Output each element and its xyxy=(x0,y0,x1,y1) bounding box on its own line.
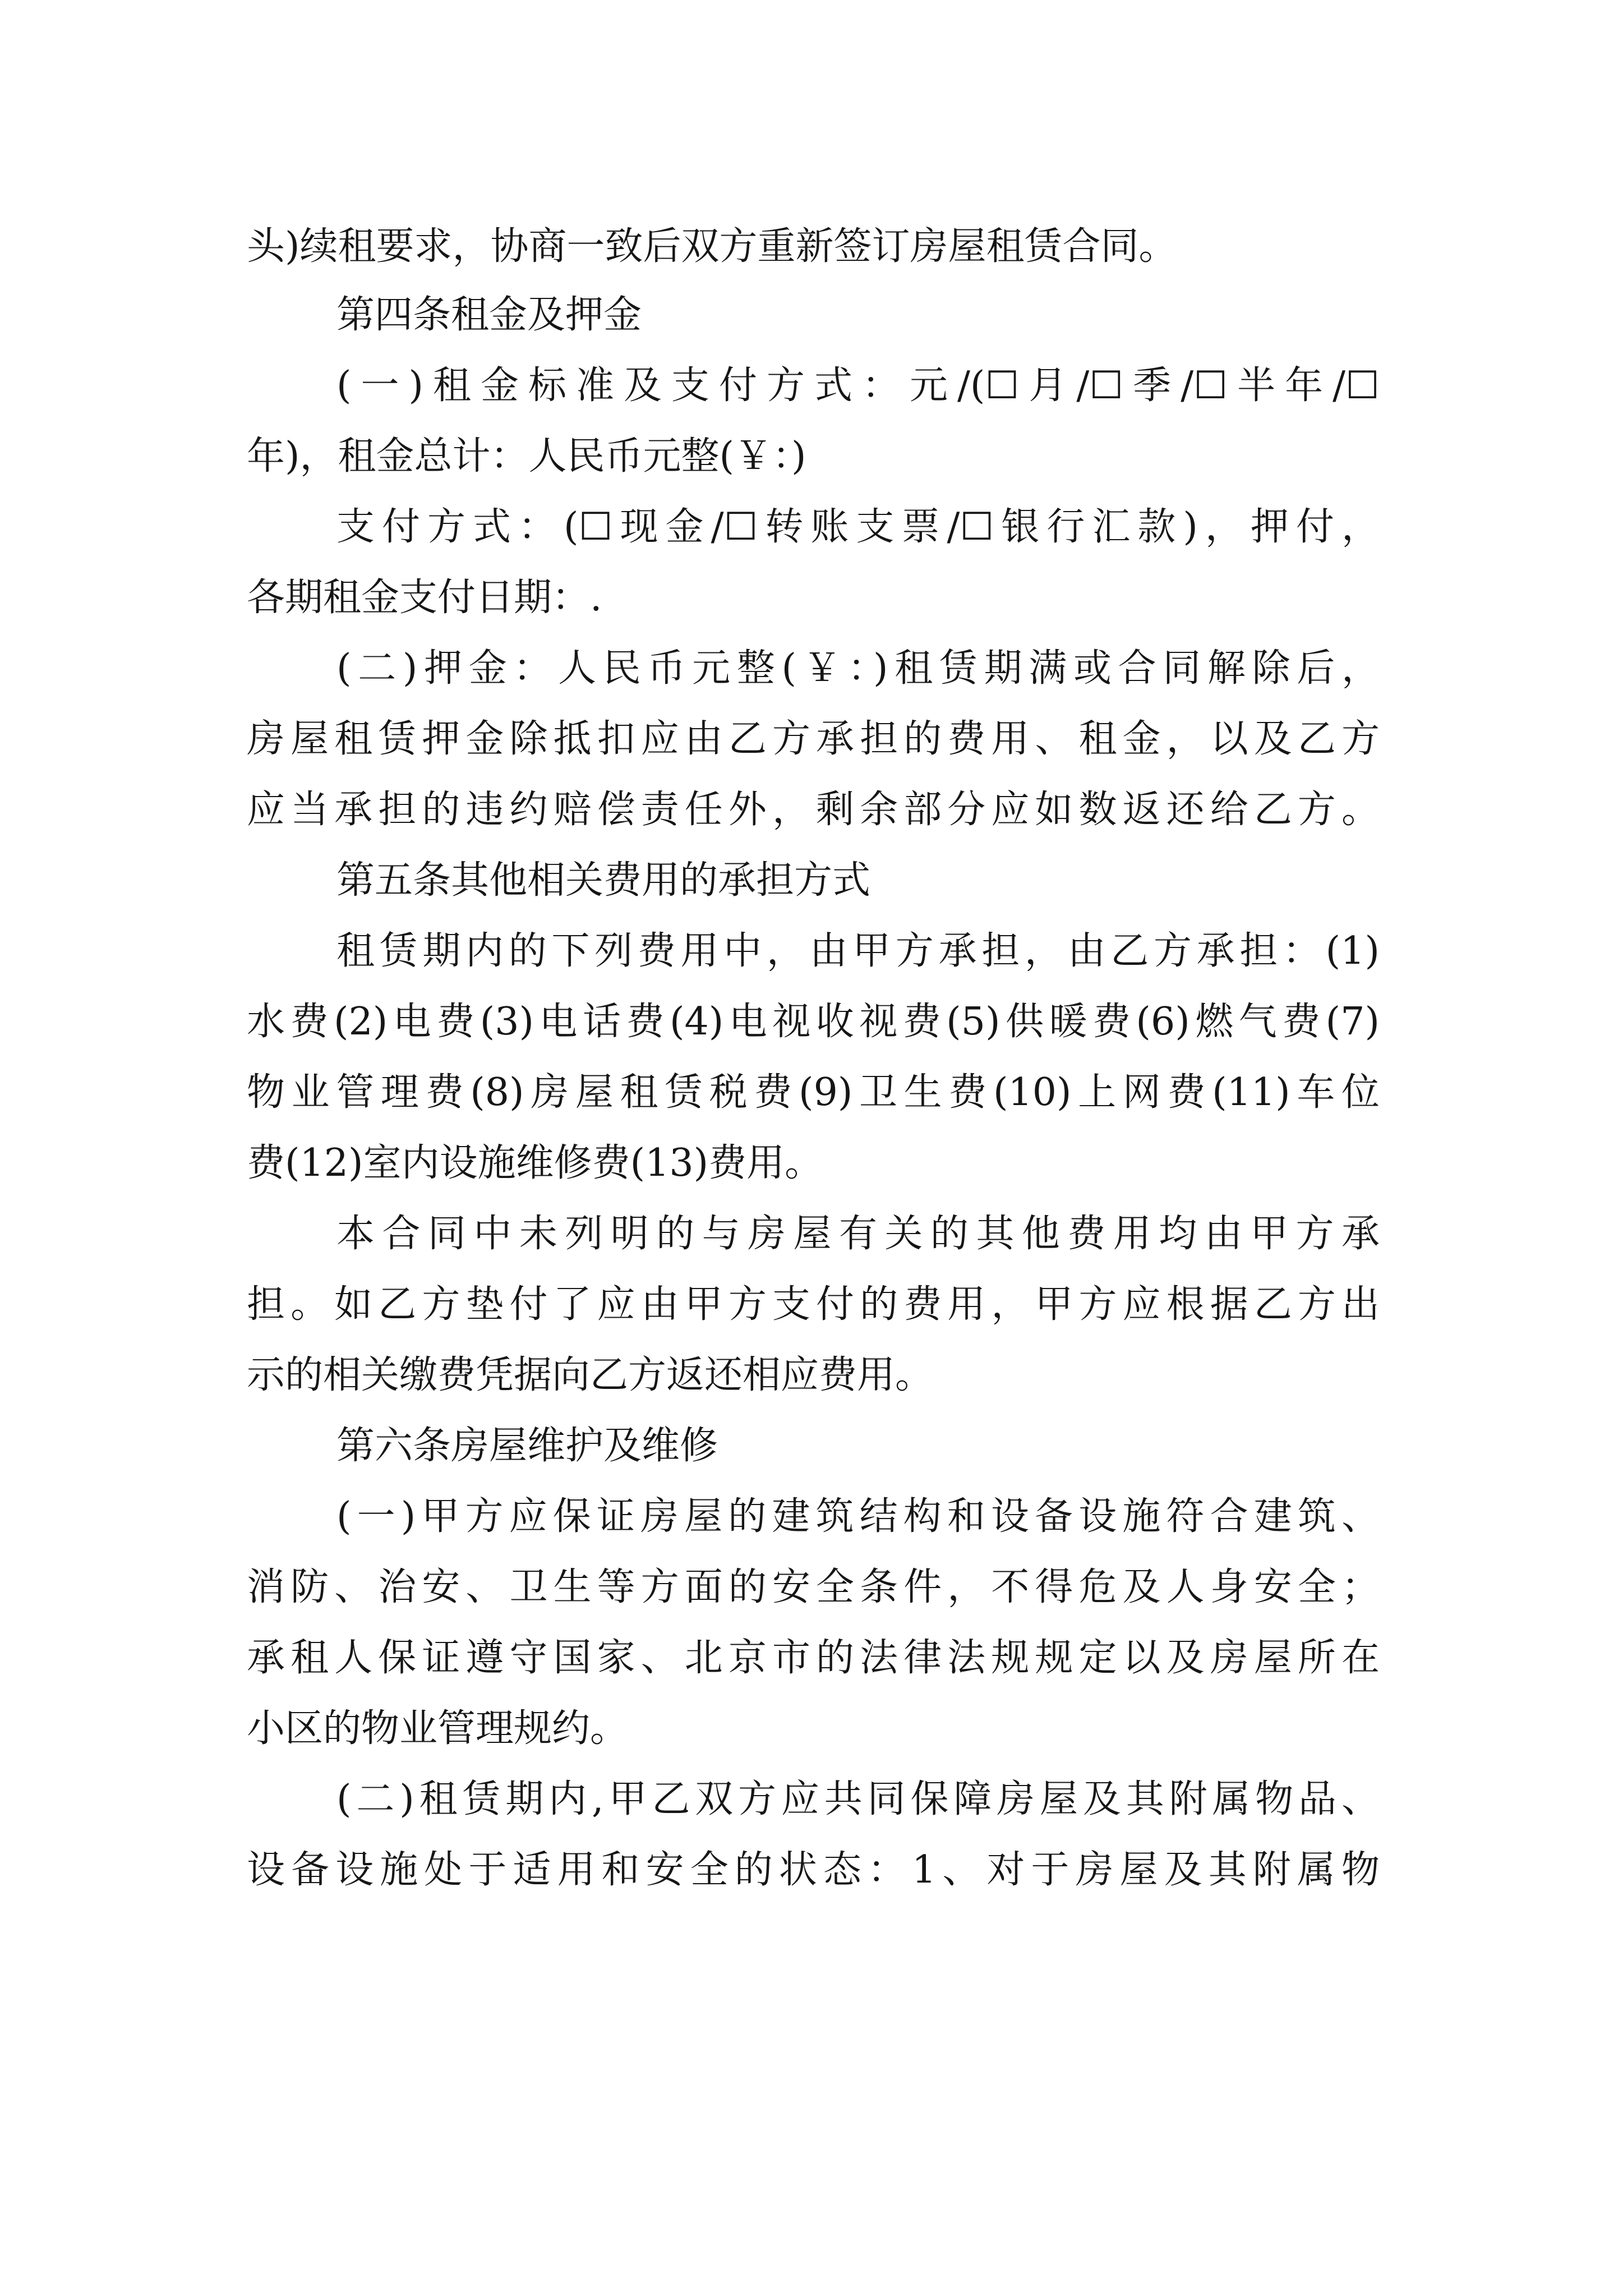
paragraph-line: 物业管理费(8)房屋租赁税费(9)卫生费(10)上网费(11)车位 xyxy=(247,1070,1380,1115)
paragraph-line: (一)租金标准及支付方式：元/(☐月/☐季/☐半年/☐ xyxy=(336,364,1380,408)
paragraph-line: 头)续租要求，协商一致后双方重新签订房屋租赁合同。 xyxy=(247,224,1177,269)
paragraph-line: 支付方式：(☐现金/☐转账支票/☐银行汇款)，押付， xyxy=(336,505,1380,549)
article-heading: 第五条其他相关费用的承担方式 xyxy=(336,858,871,903)
paragraph-line: 示的相关缴费凭据向乙方返还相应费用。 xyxy=(247,1353,934,1397)
paragraph-line: 本合同中未列明的与房屋有关的其他费用均由甲方承 xyxy=(336,1212,1380,1256)
article-heading: 第六条房屋维护及维修 xyxy=(336,1424,718,1468)
paragraph-line: 租赁期内的下列费用中，由甲方承担，由乙方承担：(1) xyxy=(336,929,1380,973)
paragraph-line: 各期租金支付日期：. xyxy=(247,576,602,620)
paragraph-line: 小区的物业管理规约。 xyxy=(247,1706,629,1751)
paragraph-line: 水费(2)电费(3)电话费(4)电视收视费(5)供暖费(6)燃气费(7) xyxy=(247,1000,1380,1044)
paragraph-line: 担。如乙方垫付了应由甲方支付的费用，甲方应根据乙方出 xyxy=(247,1282,1380,1327)
paragraph-line: 年)，租金总计：人民币元整(￥：) xyxy=(247,434,806,478)
article-heading: 第四条租金及押金 xyxy=(336,293,642,337)
paragraph-line: 设备设施处于适用和安全的状态：1、对于房屋及其附属物 xyxy=(247,1848,1380,1892)
paragraph-line: 应当承担的违约赔偿责任外，剩余部分应如数返还给乙方。 xyxy=(247,788,1380,832)
paragraph-line: 房屋租赁押金除抵扣应由乙方承担的费用、租金，以及乙方 xyxy=(247,717,1380,761)
paragraph-line: 费(12)室内设施维修费(13)费用。 xyxy=(247,1141,823,1185)
paragraph-line: 承租人保证遵守国家、北京市的法律法规规定以及房屋所在 xyxy=(247,1636,1380,1680)
paragraph-line: (一)甲方应保证房屋的建筑结构和设备设施符合建筑、 xyxy=(336,1494,1380,1539)
paragraph-line: (二)押金：人民币元整(￥：)租赁期满或合同解除后， xyxy=(336,646,1380,691)
paragraph-line: 消防、治安、卫生等方面的安全条件，不得危及人身安全； xyxy=(247,1565,1380,1609)
paragraph-line: (二)租赁期内,甲乙双方应共同保障房屋及其附属物品、 xyxy=(336,1777,1380,1821)
